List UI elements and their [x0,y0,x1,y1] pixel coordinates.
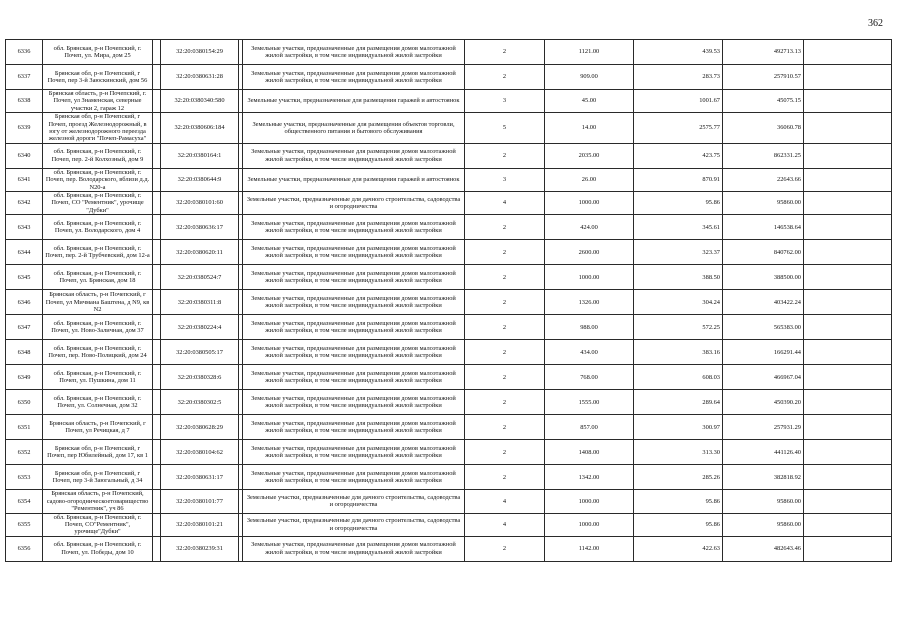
unit-value-cell: 289.64 [634,390,723,415]
row-number-cell: 6356 [6,536,43,561]
address-cell: обл. Брянская, р-н Почепский, г. Почеп, пер. 2-й Трубчевский, дом 12-а [43,240,153,265]
cadastral-number-cell: 32:20:0380311:8 [161,290,239,315]
spacer-cell [153,192,161,215]
table-row [6,340,892,365]
spacer-cell [804,490,892,513]
address-cell: обл. Брянская, р-н Почепский, г. Почеп, ул. Ново-Заличная, дом 37 [43,315,153,340]
spacer-cell [153,215,161,240]
cadastral-number-cell: 32:20:0380154:29 [161,40,239,65]
cadastral-number-cell: 32:20:0380636:17 [161,215,239,240]
table-row [6,65,892,90]
table-row [6,536,892,561]
table-row [6,440,892,465]
table-row [6,415,892,440]
spacer-cell [804,265,892,290]
spacer-cell [153,90,161,113]
registry-body [6,40,892,562]
table-row [6,143,892,168]
row-number-cell: 6338 [6,90,43,113]
row-number-cell: 6350 [6,390,43,415]
unit-value-cell: 300.97 [634,415,723,440]
land-use-cell: Земельные участки, предназначенные для размещения домов малоэтажной жилой застройки, в том числе индивидуальной жилой застройки [243,265,465,290]
spacer-cell [804,390,892,415]
unit-value-cell: 439.53 [634,40,723,65]
spacer-cell [804,415,892,440]
table-row [6,290,892,315]
spacer-cell [804,365,892,390]
area-cell: 1326.00 [545,290,634,315]
cadastral-number-cell: 32:20:0380524:7 [161,265,239,290]
address-cell: обл. Брянская, р-н Почепский, г. Почеп, ул. Пушкина, дом 11 [43,365,153,390]
use-group-code-cell: 2 [465,415,545,440]
area-cell: 26.00 [545,168,634,191]
cadastral-value-cell: 95860.00 [723,513,804,536]
row-number-cell: 6336 [6,40,43,65]
land-use-cell: Земельные участки, предназначенные для размещения домов малоэтажной жилой застройки, в том числе индивидуальной жилой застройки [243,536,465,561]
cadastral-value-cell: 257910.57 [723,65,804,90]
area-cell: 434.00 [545,340,634,365]
cadastral-number-cell: 32:20:0380302:5 [161,390,239,415]
use-group-code-cell: 2 [465,40,545,65]
cadastral-number-cell: 32:20:0380644:9 [161,168,239,191]
use-group-code-cell: 2 [465,240,545,265]
use-group-code-cell: 2 [465,315,545,340]
cadastral-value-cell: 382818.92 [723,465,804,490]
row-number-cell: 6342 [6,192,43,215]
use-group-code-cell: 2 [465,465,545,490]
cadastral-value-cell: 22643.66 [723,168,804,191]
unit-value-cell: 313.30 [634,440,723,465]
spacer-cell [804,168,892,191]
address-cell: обл. Брянская, р-н Почепский, г. Почеп, СО "Рементник", урочище "Дубки" [43,192,153,215]
page-number: 362 [868,18,883,29]
address-cell: обл. Брянская, р-н Почепский, г. Почеп, пер. Володарского, вблизи д.д. N20-а [43,168,153,191]
cadastral-number-cell: 32:20:0380340:580 [161,90,239,113]
cadastral-value-cell: 466967.04 [723,365,804,390]
table-row [6,465,892,490]
area-cell: 45.00 [545,90,634,113]
spacer-cell [153,290,161,315]
row-number-cell: 6348 [6,340,43,365]
cadastral-value-cell: 403422.24 [723,290,804,315]
table-row [6,40,892,65]
spacer-cell [804,536,892,561]
cadastral-number-cell: 32:20:0380505:17 [161,340,239,365]
cadastral-number-cell: 32:20:0380328:6 [161,365,239,390]
address-cell: Брянская область, р-н Почепский, г Почеп, ул Речицкая, д 7 [43,415,153,440]
row-number-cell: 6355 [6,513,43,536]
table-row [6,490,892,513]
unit-value-cell: 383.16 [634,340,723,365]
address-cell: Брянская обл, р-н Почепский, г Почеп, проезд Железнодорожный, в югу от железнодорожного переезда железной дороги "Почеп-Рамасуха" [43,113,153,144]
table-row [6,390,892,415]
unit-value-cell: 423.75 [634,143,723,168]
use-group-code-cell: 4 [465,490,545,513]
spacer-cell [804,513,892,536]
spacer-cell [153,113,161,144]
land-use-cell: Земельные участки, предназначенные для размещения домов малоэтажной жилой застройки, в том числе индивидуальной жилой застройки [243,340,465,365]
unit-value-cell: 323.37 [634,240,723,265]
row-number-cell: 6347 [6,315,43,340]
address-cell: обл. Брянская, р-н Почепский, г. Почеп, ул. Победы, дом 10 [43,536,153,561]
land-use-cell: Земельные участки, предназначенные для размещения домов малоэтажной жилой застройки, в том числе индивидуальной жилой застройки [243,365,465,390]
spacer-cell [804,215,892,240]
use-group-code-cell: 3 [465,90,545,113]
cadastral-number-cell: 32:20:0380224:4 [161,315,239,340]
cadastral-value-cell: 146538.64 [723,215,804,240]
unit-value-cell: 572.25 [634,315,723,340]
table-row [6,215,892,240]
spacer-cell [153,65,161,90]
land-use-cell: Земельные участки, предназначенные для дачного строительства, садоводства и огородничества [243,513,465,536]
cadastral-value-cell: 95860.00 [723,490,804,513]
address-cell: Брянская обл, р-н Почепский, г Почеп, пер Юбилейный, дом 17, кв 1 [43,440,153,465]
row-number-cell: 6343 [6,215,43,240]
unit-value-cell: 285.26 [634,465,723,490]
cadastral-value-cell: 862331.25 [723,143,804,168]
unit-value-cell: 608.03 [634,365,723,390]
area-cell: 1555.00 [545,390,634,415]
cadastral-value-cell: 95860.00 [723,192,804,215]
use-group-code-cell: 2 [465,440,545,465]
use-group-code-cell: 2 [465,143,545,168]
row-number-cell: 6345 [6,265,43,290]
spacer-cell [804,290,892,315]
land-use-cell: Земельные участки, предназначенные для размещения домов малоэтажной жилой застройки, в том числе индивидуальной жилой застройки [243,240,465,265]
cadastral-value-cell: 45075.15 [723,90,804,113]
land-use-cell: Земельные участки, предназначенные для размещения домов малоэтажной жилой застройки, в том числе индивидуальной жилой застройки [243,440,465,465]
spacer-cell [153,465,161,490]
use-group-code-cell: 3 [465,168,545,191]
area-cell: 988.00 [545,315,634,340]
land-use-cell: Земельные участки, предназначенные для дачного строительства, садоводства и огородничества [243,192,465,215]
unit-value-cell: 95.86 [634,490,723,513]
cadastral-number-cell: 32:20:0380101:21 [161,513,239,536]
land-use-cell: Земельные участки, предназначенные для размещения домов малоэтажной жилой застройки, в том числе индивидуальной жилой застройки [243,415,465,440]
spacer-cell [153,315,161,340]
cadastral-value-cell: 166291.44 [723,340,804,365]
cadastral-number-cell: 32:20:0380631:17 [161,465,239,490]
use-group-code-cell: 4 [465,513,545,536]
cadastral-value-cell: 840762.00 [723,240,804,265]
land-use-cell: Земельные участки, предназначенные для размещения домов малоэтажной жилой застройки, в том числе индивидуальной жилой застройки [243,143,465,168]
land-use-cell: Земельные участки, предназначенные для размещения домов малоэтажной жилой застройки, в том числе индивидуальной жилой застройки [243,290,465,315]
row-number-cell: 6344 [6,240,43,265]
row-number-cell: 6353 [6,465,43,490]
spacer-cell [804,90,892,113]
area-cell: 1000.00 [545,513,634,536]
table-row [6,240,892,265]
cadastral-registry-table [5,39,892,562]
area-cell: 857.00 [545,415,634,440]
address-cell: обл. Брянская, р-н Почепский, г. Почеп, ул. Брянская, дом 18 [43,265,153,290]
spacer-cell [804,315,892,340]
row-number-cell: 6337 [6,65,43,90]
cadastral-number-cell: 32:20:0380631:28 [161,65,239,90]
area-cell: 1121.00 [545,40,634,65]
table-row [6,192,892,215]
area-cell: 909.00 [545,65,634,90]
area-cell: 1000.00 [545,265,634,290]
use-group-code-cell: 2 [465,265,545,290]
use-group-code-cell: 2 [465,215,545,240]
use-group-code-cell: 2 [465,290,545,315]
area-cell: 1408.00 [545,440,634,465]
spacer-cell [804,143,892,168]
table-row [6,315,892,340]
spacer-cell [804,240,892,265]
use-group-code-cell: 2 [465,65,545,90]
spacer-cell [804,40,892,65]
spacer-cell [153,143,161,168]
cadastral-number-cell: 32:20:0380104:62 [161,440,239,465]
land-use-cell: Земельные участки, предназначенные для размещения домов малоэтажной жилой застройки, в том числе индивидуальной жилой застройки [243,40,465,65]
address-cell: Брянская область, р-н Почепский, г Почеп, ул Мичмана Баштена, д N9, кв N2 [43,290,153,315]
spacer-cell [804,113,892,144]
spacer-cell [153,415,161,440]
unit-value-cell: 422.63 [634,536,723,561]
address-cell: обл. Брянская, р-н Почепский, г. Почеп, ул. Мира, дом 25 [43,40,153,65]
row-number-cell: 6351 [6,415,43,440]
cadastral-number-cell: 32:20:0380101:77 [161,490,239,513]
unit-value-cell: 870.91 [634,168,723,191]
row-number-cell: 6349 [6,365,43,390]
spacer-cell [153,440,161,465]
land-use-cell: Земельные участки, предназначенные для размещения гаражей и автостоянок [243,90,465,113]
address-cell: обл. Брянская, р-н Почепский, г. Почеп, пер. Ново-Полицкий, дом 24 [43,340,153,365]
spacer-cell [153,40,161,65]
unit-value-cell: 304.24 [634,290,723,315]
use-group-code-cell: 5 [465,113,545,144]
cadastral-number-cell: 32:20:0380164:1 [161,143,239,168]
use-group-code-cell: 2 [465,365,545,390]
use-group-code-cell: 2 [465,340,545,365]
spacer-cell [153,365,161,390]
use-group-code-cell: 2 [465,536,545,561]
area-cell: 424.00 [545,215,634,240]
cadastral-value-cell: 565383.00 [723,315,804,340]
table-row [6,265,892,290]
row-number-cell: 6341 [6,168,43,191]
area-cell: 2600.00 [545,240,634,265]
spacer-cell [153,390,161,415]
row-number-cell: 6352 [6,440,43,465]
row-number-cell: 6339 [6,113,43,144]
table-row [6,168,892,191]
land-use-cell: Земельные участки, предназначенные для размещения гаражей и автостоянок [243,168,465,191]
spacer-cell [804,465,892,490]
unit-value-cell: 2575.77 [634,113,723,144]
table-row [6,513,892,536]
land-use-cell: Земельные участки, предназначенные для размещения домов малоэтажной жилой застройки, в том числе индивидуальной жилой застройки [243,215,465,240]
unit-value-cell: 1001.67 [634,90,723,113]
unit-value-cell: 388.50 [634,265,723,290]
land-use-cell: Земельные участки, предназначенные для размещения домов малоэтажной жилой застройки, в том числе индивидуальной жилой застройки [243,65,465,90]
cadastral-value-cell: 257931.29 [723,415,804,440]
table-row [6,90,892,113]
cadastral-number-cell: 32:20:0380101:60 [161,192,239,215]
cadastral-value-cell: 36060.78 [723,113,804,144]
cadastral-number-cell: 32:20:0380239:31 [161,536,239,561]
address-cell: обл. Брянская, р-н Почепский, г. Почеп, ул. Володарского, дом 4 [43,215,153,240]
land-use-cell: Земельные участки, предназначенные для дачного строительства, садоводства и огородничества [243,490,465,513]
address-cell: Брянская обл, р-н Почепский, г Почеп, пер 3-й Заюгальный, д 34 [43,465,153,490]
spacer-cell [153,340,161,365]
spacer-cell [153,513,161,536]
unit-value-cell: 95.86 [634,513,723,536]
spacer-cell [153,536,161,561]
area-cell: 1000.00 [545,490,634,513]
spacer-cell [153,240,161,265]
cadastral-value-cell: 450390.20 [723,390,804,415]
row-number-cell: 6340 [6,143,43,168]
spacer-cell [804,192,892,215]
cadastral-value-cell: 482643.46 [723,536,804,561]
area-cell: 14.00 [545,113,634,144]
cadastral-number-cell: 32:20:0380606:184 [161,113,239,144]
unit-value-cell: 95.86 [634,192,723,215]
address-cell: Брянская область, р-н Почепский, садово-огородническоетоварищество "Рементник", уч 86 [43,490,153,513]
cadastral-value-cell: 492713.13 [723,40,804,65]
row-number-cell: 6346 [6,290,43,315]
cadastral-number-cell: 32:20:0380620:11 [161,240,239,265]
address-cell: обл. Брянская, р-н Почепский, г. Почеп, пер. 2-й Колхозный, дом 9 [43,143,153,168]
use-group-code-cell: 2 [465,390,545,415]
land-use-cell: Земельные участки, предназначенные для размещения домов малоэтажной жилой застройки, в том числе индивидуальной жилой застройки [243,390,465,415]
unit-value-cell: 345.61 [634,215,723,240]
row-number-cell: 6354 [6,490,43,513]
area-cell: 2035.00 [545,143,634,168]
cadastral-number-cell: 32:20:0380628:29 [161,415,239,440]
address-cell: обл. Брянская, р-н Почепский, г. Почеп, СО"Рементник", урочище"Дубки" [43,513,153,536]
address-cell: Брянская обл, р-н Почепский, г Почеп, пер 3-й Заюскинский, дом 56 [43,65,153,90]
land-use-cell: Земельные участки, предназначенные для размещения объектов торговли, общественного питания и бытового обслуживания [243,113,465,144]
use-group-code-cell: 4 [465,192,545,215]
address-cell: Брянская область, р-н Почепский, г. Почеп, ул Знаменская, северные участки 2, гараж 12 [43,90,153,113]
table-row [6,113,892,144]
spacer-cell [153,490,161,513]
cadastral-value-cell: 441126.40 [723,440,804,465]
area-cell: 1342.00 [545,465,634,490]
land-use-cell: Земельные участки, предназначенные для размещения домов малоэтажной жилой застройки, в том числе индивидуальной жилой застройки [243,465,465,490]
spacer-cell [153,265,161,290]
area-cell: 1000.00 [545,192,634,215]
area-cell: 768.00 [545,365,634,390]
spacer-cell [804,340,892,365]
cadastral-value-cell: 388500.00 [723,265,804,290]
unit-value-cell: 283.73 [634,65,723,90]
address-cell: обл. Брянская, р-н Почепский, г. Почеп, ул. Солнечная, дом 32 [43,390,153,415]
spacer-cell [153,168,161,191]
spacer-cell [804,440,892,465]
table-row [6,365,892,390]
spacer-cell [804,65,892,90]
area-cell: 1142.00 [545,536,634,561]
land-use-cell: Земельные участки, предназначенные для размещения домов малоэтажной жилой застройки, в том числе индивидуальной жилой застройки [243,315,465,340]
